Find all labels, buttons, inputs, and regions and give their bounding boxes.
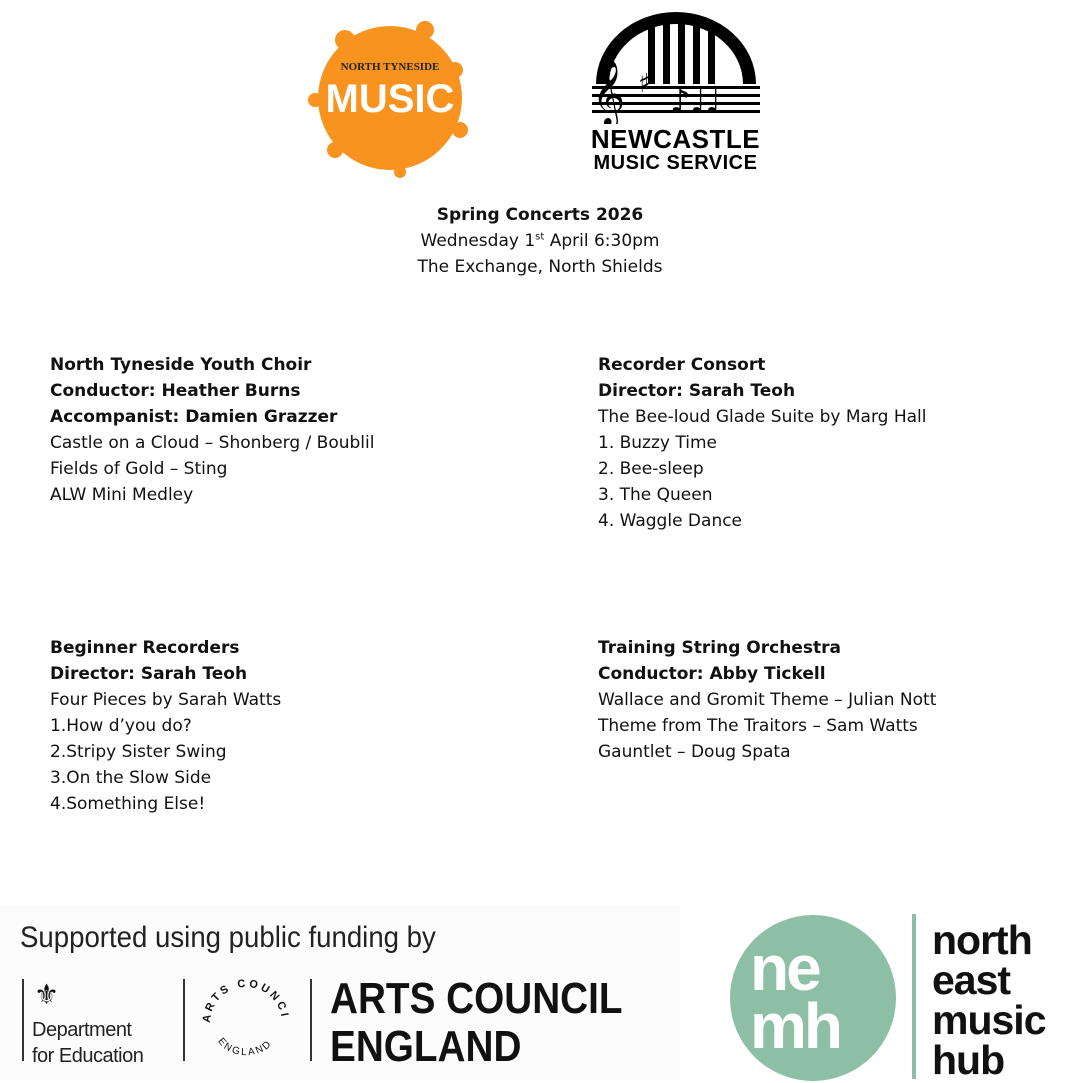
ace-line: ENGLAND: [330, 1022, 522, 1071]
piece: ALW Mini Medley: [50, 485, 194, 505]
nemh-wordmark: [932, 917, 1046, 1083]
piece: Four Pieces by Sarah Watts: [50, 690, 282, 710]
nemh-line: hub: [932, 1037, 1005, 1083]
piece: Gauntlet – Doug Spata: [598, 742, 791, 762]
nemh-line: east: [932, 957, 1011, 1003]
divider: [912, 914, 916, 1079]
supported-by-text: Supported using public funding by: [20, 921, 436, 954]
piece: 1. Buzzy Time: [598, 433, 717, 453]
ensemble-name: Recorder Consort: [598, 355, 766, 375]
event-venue: The Exchange, North Shields: [417, 257, 663, 277]
piece: 2.Stripy Sister Swing: [50, 742, 227, 762]
ensemble-name: North Tyneside Youth Choir: [50, 355, 312, 375]
piece: 4. Waggle Dance: [598, 511, 743, 531]
music-notes-icon: ♪♩♩: [670, 82, 721, 120]
conductor: Conductor: Heather Burns: [50, 381, 301, 401]
piece: Fields of Gold – Sting: [50, 459, 228, 479]
arts-council-ring-logo: [196, 977, 296, 1061]
sharp-icon: ♯: [638, 69, 651, 99]
ace-line: ARTS COUNCIL: [330, 974, 623, 1023]
divider: [22, 979, 24, 1061]
programme-section-beginner-recorders: [50, 635, 281, 817]
funding-banner: [0, 905, 680, 1080]
divider: [183, 979, 185, 1061]
piece: 2. Bee-sleep: [598, 459, 704, 479]
nemh-line: north: [932, 917, 1032, 963]
event-title: Spring Concerts 2026: [436, 205, 644, 225]
date-time: April 6:30pm: [544, 231, 660, 251]
logo-text: NEWCASTLE: [590, 124, 761, 154]
programme-section-training-strings: [598, 635, 936, 765]
piece: 1.How d’you do?: [50, 716, 192, 736]
svg-text:ARTS COUNCIL: [196, 977, 291, 1023]
north-tyneside-music-logo: [305, 10, 475, 178]
event-header: [0, 202, 1080, 280]
piece: Castle on a Cloud – Shonberg / Boublil: [50, 433, 375, 453]
dfe-line: Department: [32, 1019, 132, 1041]
arts-council-england-wordmark: [330, 975, 623, 1071]
date-text: Wednesday 1: [420, 231, 536, 251]
logo-text: MUSIC SERVICE: [593, 152, 758, 174]
event-date: [0, 228, 1080, 254]
dfe-line: for Education: [32, 1045, 144, 1067]
logo-text: NORTH TYNESIDE: [340, 61, 440, 73]
piece: 4.Something Else!: [50, 794, 206, 814]
director: Director: Sarah Teoh: [598, 381, 796, 401]
piece: Theme from The Traitors – Sam Watts: [598, 716, 918, 736]
nemh-line: music: [932, 997, 1046, 1043]
treble-clef-icon: 𝄞: [592, 61, 626, 124]
ring-text: ARTS COUNCI: [200, 977, 291, 1024]
dfe-logo-text: [32, 1017, 143, 1069]
svg-text:ENGLAND: [215, 1036, 274, 1058]
date-suffix: st: [535, 231, 545, 243]
nemh-mark-line: ne: [750, 932, 819, 1004]
piece: 3.On the Slow Side: [50, 768, 212, 788]
logo-text: MUSIC: [325, 77, 455, 121]
newcastle-music-service-logo: [588, 12, 763, 172]
piece: 3. The Queen: [598, 485, 713, 505]
nemh-logo-mark: [730, 915, 896, 1081]
royal-crest-icon: ⚜: [34, 978, 60, 1011]
director: Director: Sarah Teoh: [50, 664, 248, 684]
ensemble-name: Training String Orchestra: [598, 638, 841, 658]
piece: The Bee-loud Glade Suite by Marg Hall: [598, 407, 927, 427]
divider: [310, 979, 312, 1061]
nemh-mark-line: mh: [750, 990, 840, 1062]
conductor: Conductor: Abby Tickell: [598, 664, 826, 684]
ring-text: ENGLAND: [215, 1036, 275, 1059]
accompanist: Accompanist: Damien Grazzer: [50, 407, 338, 427]
piece: Wallace and Gromit Theme – Julian Nott: [598, 690, 937, 710]
programme-section-recorder-consort: [598, 352, 927, 534]
ensemble-name: Beginner Recorders: [50, 638, 240, 658]
programme-section-youth-choir: [50, 352, 374, 508]
